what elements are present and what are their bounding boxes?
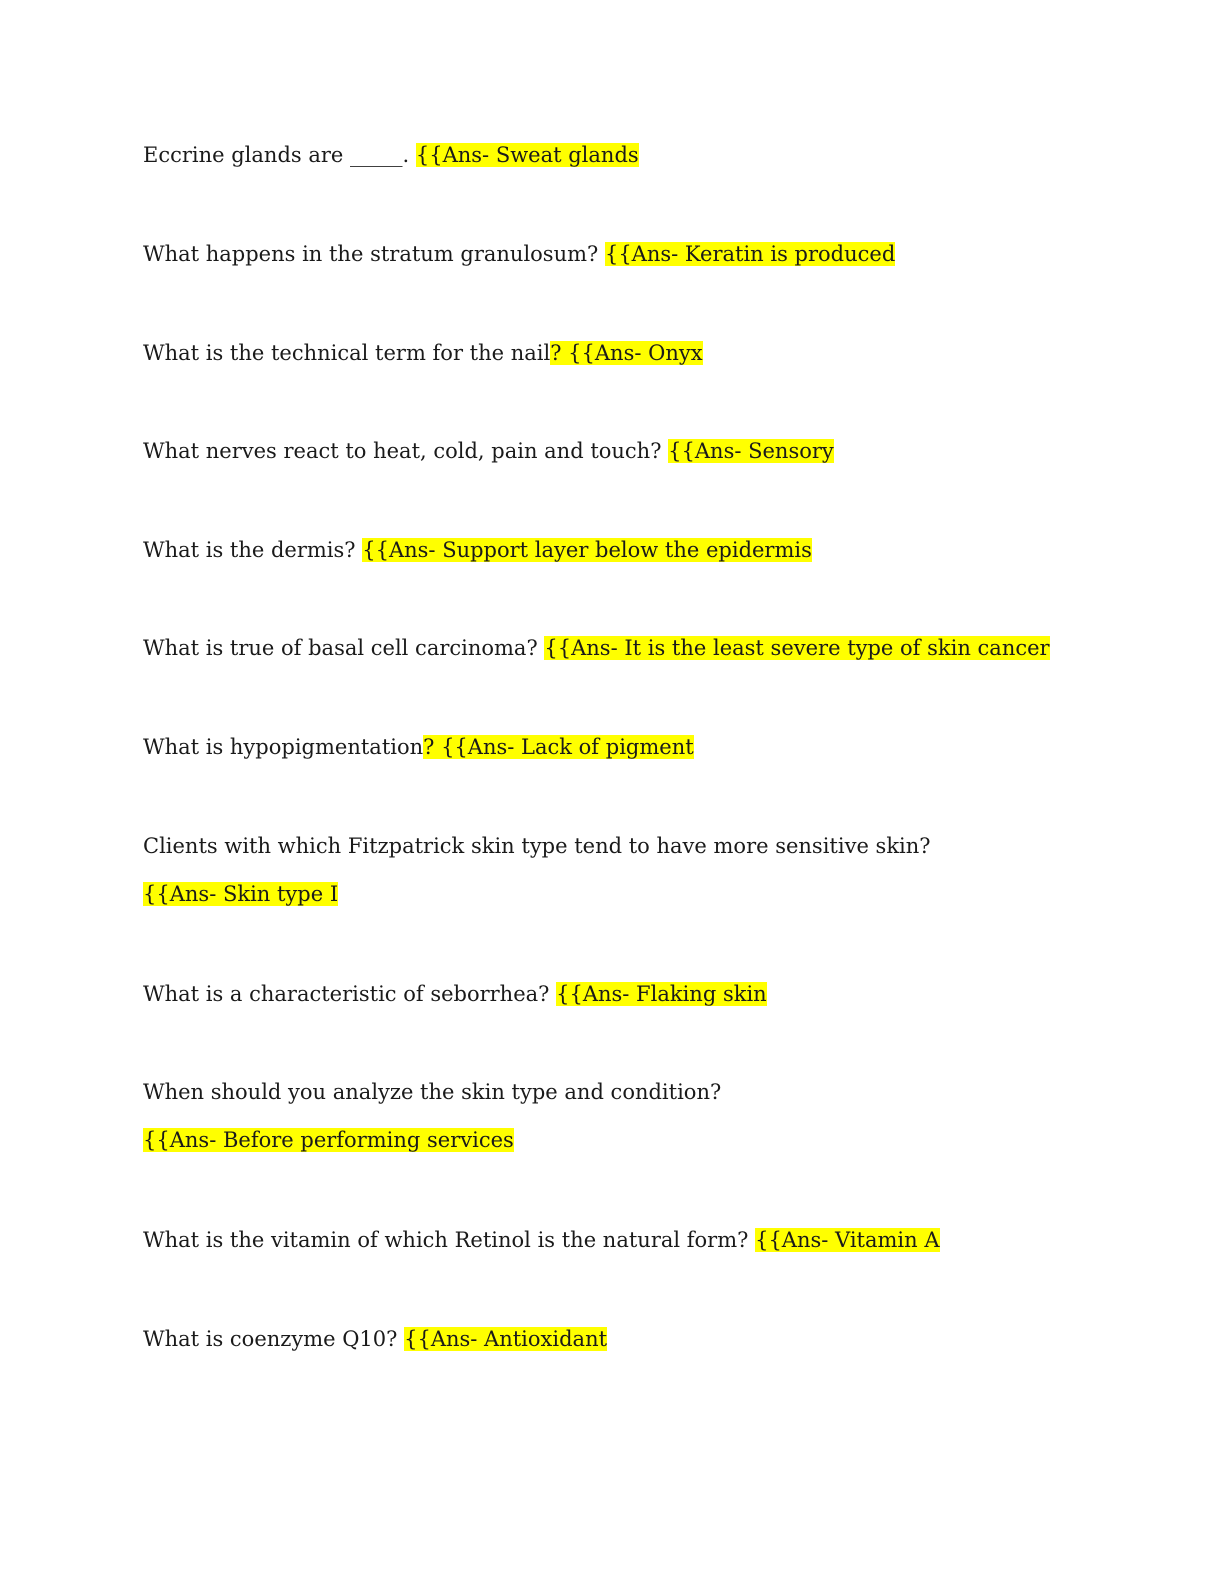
answer-highlight: {{Ans- Sensory (668, 439, 834, 463)
qa-item-6 (143, 634, 1050, 662)
qa-item-5 (143, 536, 812, 564)
qa-item-2 (143, 240, 895, 268)
qa-item-10 (143, 1078, 721, 1154)
question-text: What is the dermis? (143, 538, 363, 562)
question-text: What happens in the stratum granulosum? (143, 242, 605, 266)
answer-highlight: {{Ans- Antioxidant (404, 1327, 608, 1351)
qa-item-11 (143, 1226, 940, 1254)
question-text: What is coenzyme Q10? (143, 1327, 405, 1351)
question-text: What is the technical term for the nail (143, 341, 551, 365)
qa-item-1 (143, 141, 639, 169)
qa-item-12 (143, 1325, 607, 1353)
answer-highlight: ? {{Ans- Lack of pigment (423, 735, 694, 759)
answer-highlight: {{Ans- Skin type I (143, 882, 339, 906)
qa-item-9 (143, 980, 767, 1008)
answer-highlight: {{Ans- Keratin is produced (604, 242, 896, 266)
answer-highlight: {{Ans- Sweat glands (415, 143, 639, 167)
qa-item-4 (143, 437, 834, 465)
question-text: Clients with which Fitzpatrick skin type tend to have more sensitive skin? (143, 834, 931, 858)
answer-highlight: {{Ans- Before performing services (143, 1128, 514, 1152)
question-text: What is the vitamin of which Retinol is the natural form? (143, 1228, 756, 1252)
qa-item-8 (143, 832, 931, 908)
question-text: When should you analyze the skin type and condition? (143, 1080, 722, 1104)
question-text: What is true of basal cell carcinoma? (143, 636, 545, 660)
answer-highlight: ? {{Ans- Onyx (550, 341, 703, 365)
question-text: What is a characteristic of seborrhea? (143, 982, 557, 1006)
answer-highlight: {{Ans- Support layer below the epidermis (362, 538, 812, 562)
qa-item-7 (143, 733, 694, 761)
question-text: What nerves react to heat, cold, pain and touch? (143, 439, 669, 463)
answer-highlight: {{Ans- It is the least severe type of skin cancer (544, 636, 1050, 660)
answer-highlight: {{Ans- Flaking skin (556, 982, 767, 1006)
qa-item-3 (143, 339, 703, 367)
question-text: Eccrine glands are _____. (143, 143, 416, 167)
question-text: What is hypopigmentation (143, 735, 424, 759)
answer-highlight: {{Ans- Vitamin A (755, 1228, 940, 1252)
